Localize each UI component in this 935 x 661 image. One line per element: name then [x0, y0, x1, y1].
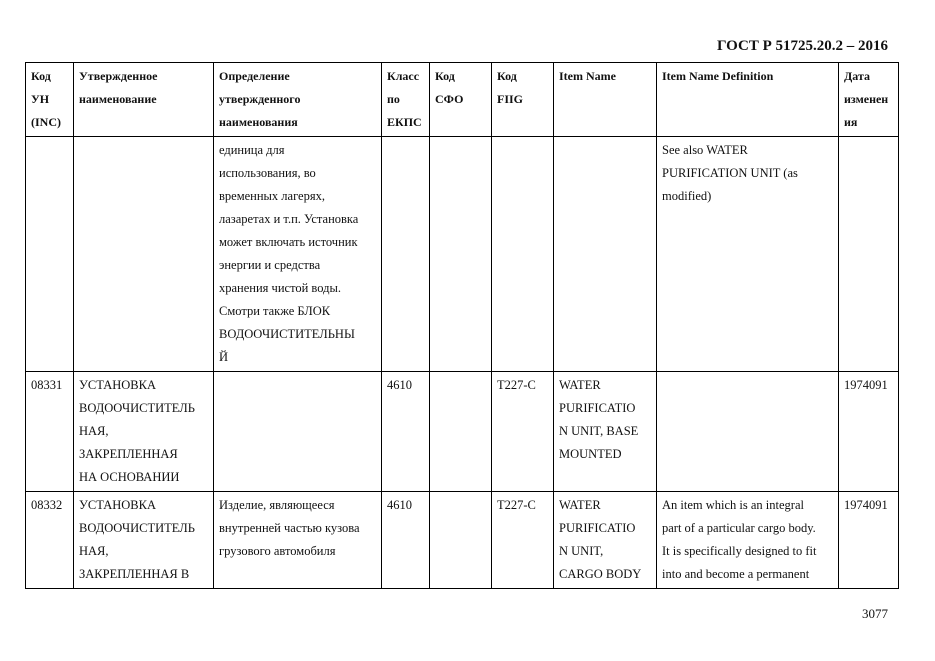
cell-approved-name: УСТАНОВКА ВОДООЧИСТИТЕЛЬ НАЯ, ЗАКРЕПЛЕННАЯ В [74, 492, 214, 589]
cell-item-name-definition: See also WATER PURIFICATION UNIT (as modified) [657, 137, 839, 372]
column-header-ekps-class: Класс по ЕКПС [382, 63, 430, 137]
page-number: 3077 [862, 606, 888, 621]
column-header-definition: Определение утвержденного наименования [214, 63, 382, 137]
cell-inc: 08332 [26, 492, 74, 589]
cell-ekps-class: 4610 [382, 372, 430, 492]
cell-definition [214, 372, 382, 492]
column-header-change-date: Дата изменен ия [839, 63, 899, 137]
cell-approved-name: УСТАНОВКА ВОДООЧИСТИТЕЛЬ НАЯ, ЗАКРЕПЛЕННАЯ НА ОСНОВАНИИ [74, 372, 214, 492]
cell-item-name-definition [657, 372, 839, 492]
column-header-approved-name: Утвержденное наименование [74, 63, 214, 137]
column-header-item-name-definition: Item Name Definition [657, 63, 839, 137]
catalog-table [25, 62, 899, 589]
cell-fiig-code [492, 137, 554, 372]
cell-item-name [554, 137, 657, 372]
cell-item-name: WATER PURIFICATIO N UNIT, CARGO BODY [554, 492, 657, 589]
cell-sfo-code [430, 137, 492, 372]
column-header-item-name: Item Name [554, 63, 657, 137]
cell-item-name-definition: An item which is an integral part of a particular cargo body. It is specifically designed to fit into and become a permanent [657, 492, 839, 589]
cell-inc [26, 137, 74, 372]
column-header-inc: Код УН (INC) [26, 63, 74, 137]
cell-sfo-code [430, 492, 492, 589]
cell-fiig-code: T227-C [492, 492, 554, 589]
document-code: ГОСТ Р 51725.20.2 – 2016 [716, 38, 888, 54]
cell-fiig-code: T227-C [492, 372, 554, 492]
cell-ekps-class: 4610 [382, 492, 430, 589]
cell-definition: Изделие, являющееся внутренней частью кузова грузового автомобиля [214, 492, 382, 589]
cell-definition: единица для использования, во временных лагерях, лазаретах и т.п. Установка может включать источник энергии и средства хранения чистой воды. Смотри также БЛОК ВОДООЧИСТИТЕЛЬНЫ Й [214, 137, 382, 372]
cell-item-name: WATER PURIFICATIO N UNIT, BASE MOUNTED [554, 372, 657, 492]
table-row [26, 137, 899, 372]
cell-change-date: 1974091 [839, 372, 899, 492]
column-header-sfo-code: Код СФО [430, 63, 492, 137]
cell-change-date [839, 137, 899, 372]
cell-inc: 08331 [26, 372, 74, 492]
cell-change-date: 1974091 [839, 492, 899, 589]
cell-approved-name [74, 137, 214, 372]
table-row [26, 492, 899, 589]
cell-ekps-class [382, 137, 430, 372]
table-row [26, 372, 899, 492]
cell-sfo-code [430, 372, 492, 492]
column-header-fiig-code: Код FIIG [492, 63, 554, 137]
table-header-row [26, 63, 899, 137]
